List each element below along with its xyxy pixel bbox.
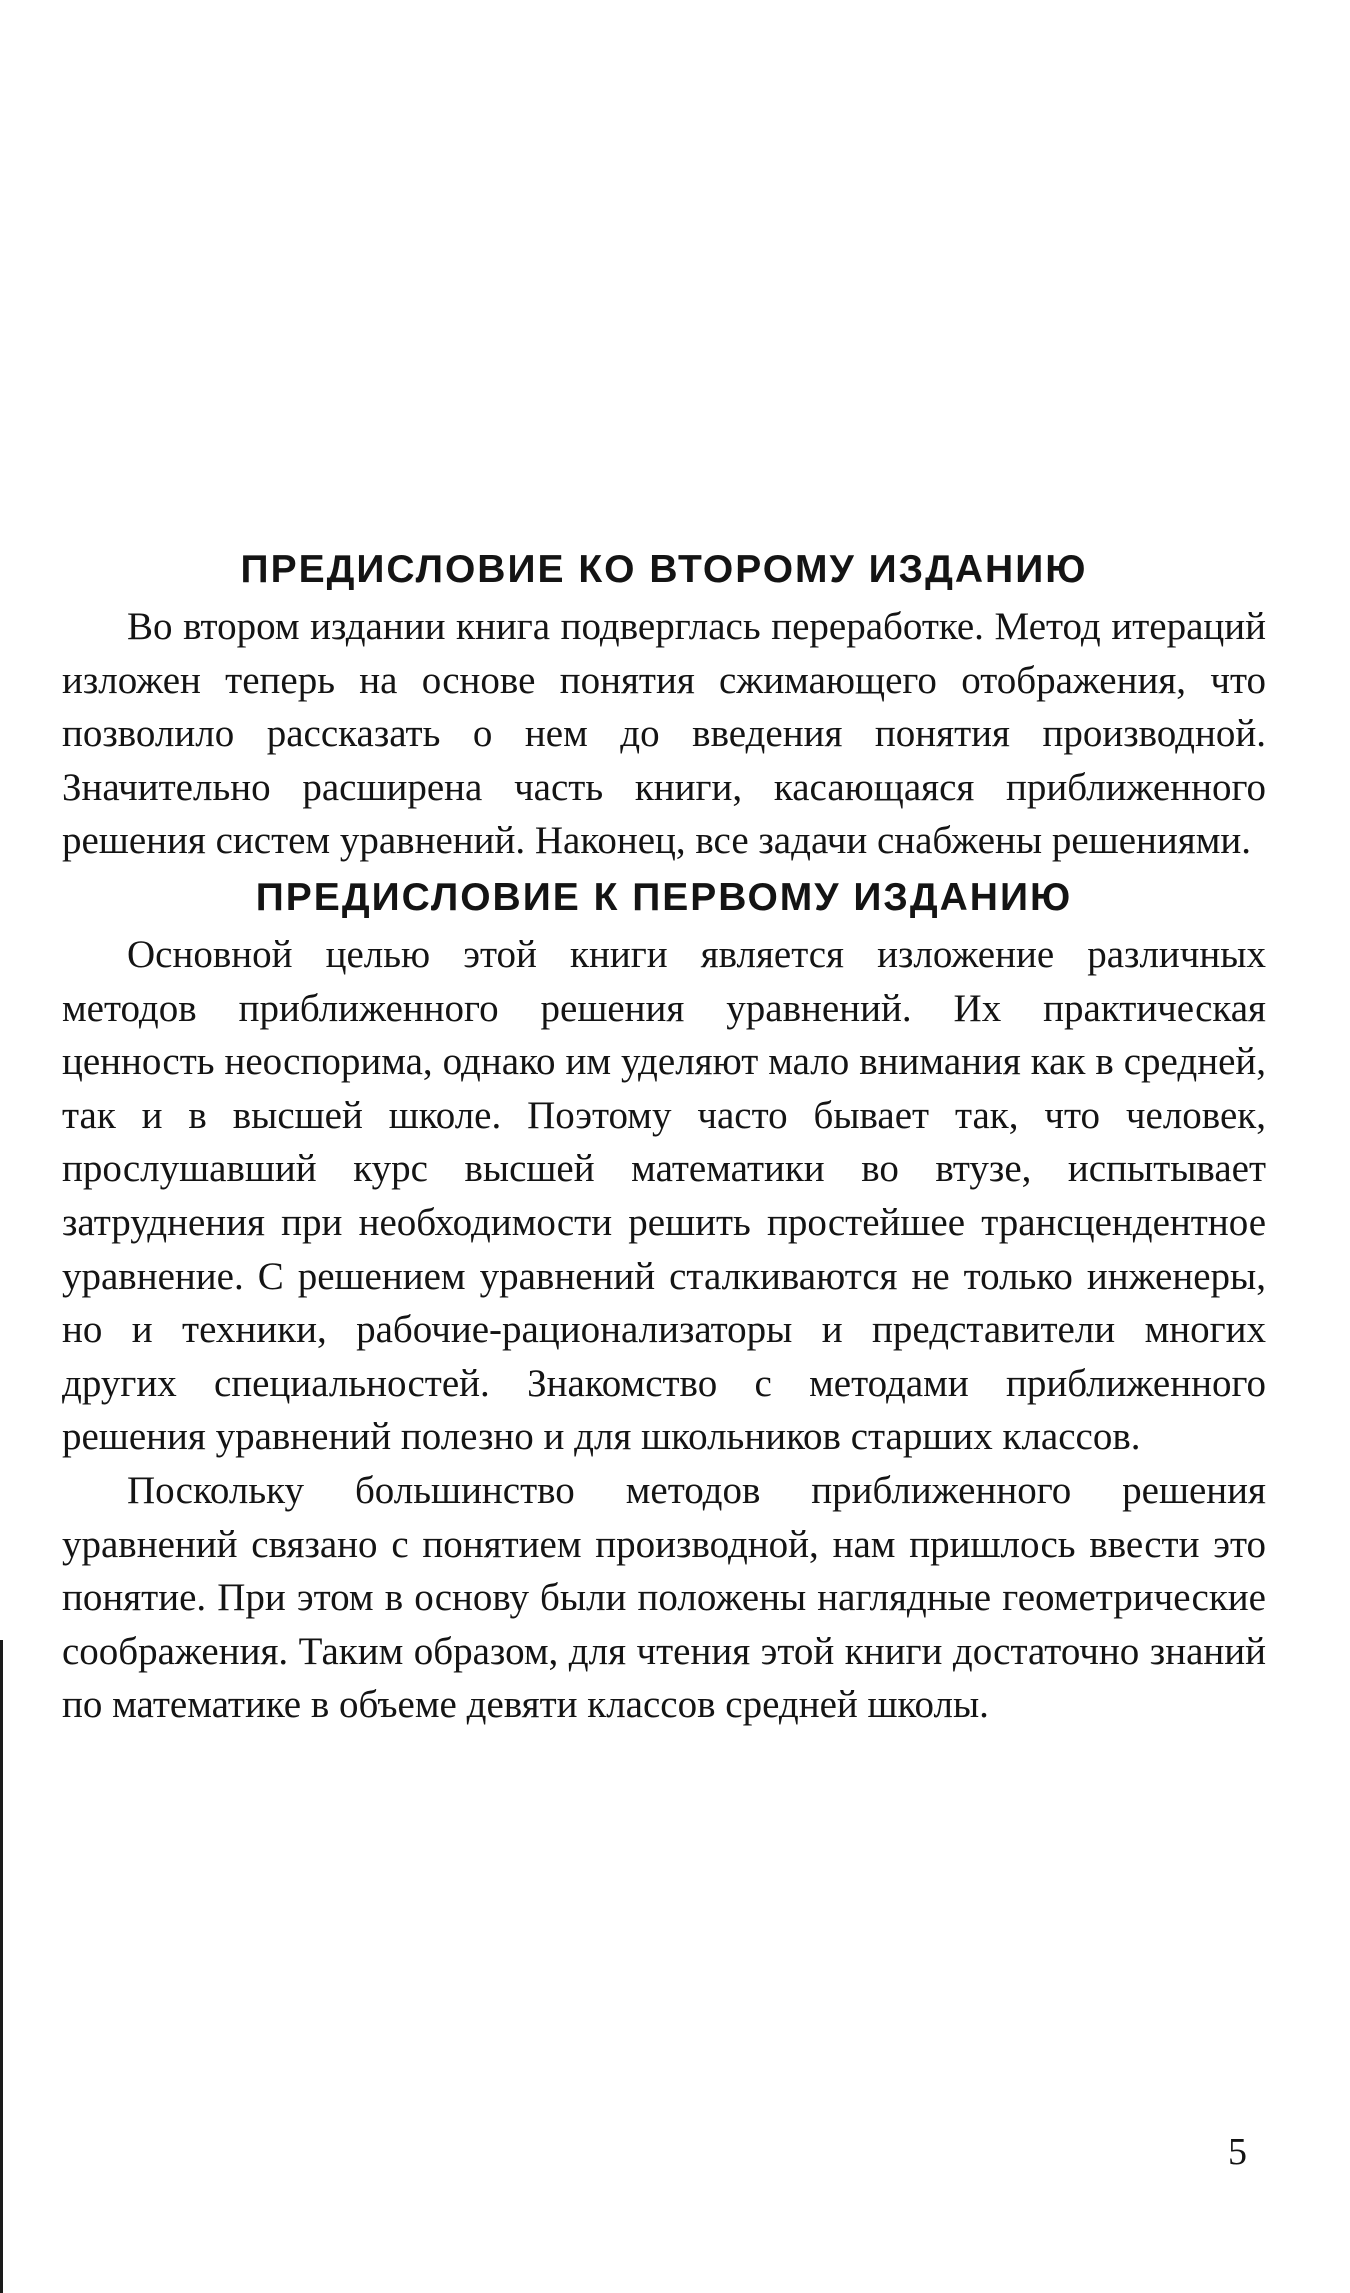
page-content bbox=[62, 540, 1266, 1732]
preface-first-edition-paragraph-1: Основной целью этой книги является изложение различных методов приближенного решения уравнений. Их практическая ценность неоспорима, однако им уделяют мало внимания как в средней, так и в высшей школе. Поэтому часто бывает так, что человек, прослушавший курс высшей математики во втузе, испытывает затруднения при необходимости решить простейшее трансцендентное уравнение. С решением уравнений сталкиваются не только инженеры, но и техники, рабочие-рационализаторы и представители многих других специальностей. Знакомство с методами приближенного решения уравнений полезно и для школьников старших классов. bbox=[62, 932, 1266, 1459]
page-number: 5 bbox=[1228, 2131, 1247, 2173]
preface-second-edition-title: ПРЕДИСЛОВИЕ КО ВТОРОМУ ИЗДАНИЮ bbox=[240, 548, 1088, 591]
preface-first-edition-title: ПРЕДИСЛОВИЕ К ПЕРВОМУ ИЗДАНИЮ bbox=[255, 875, 1073, 919]
preface-second-edition-paragraph: Во втором издании книга подверглась переработке. Метод итераций изложен теперь на основе понятия сжимающего отображения, что позволило рассказать о нем до введения понятия производной. Значительно расширена часть книги, касающаяся приближенного решения систем уравнений. Наконец, все задачи снабжены решениями. bbox=[62, 605, 1266, 863]
preface-first-edition-paragraph-2: Поскольку большинство методов приближенного решения уравнений связано с понятием производной, нам пришлось ввести это понятие. При этом в основу были положены наглядные геометрические соображения. Таким образом, для чтения этой книги достаточно знаний по математике в объеме девяти классов средней школы. bbox=[62, 1468, 1266, 1727]
page-edge-line bbox=[0, 1640, 3, 2293]
